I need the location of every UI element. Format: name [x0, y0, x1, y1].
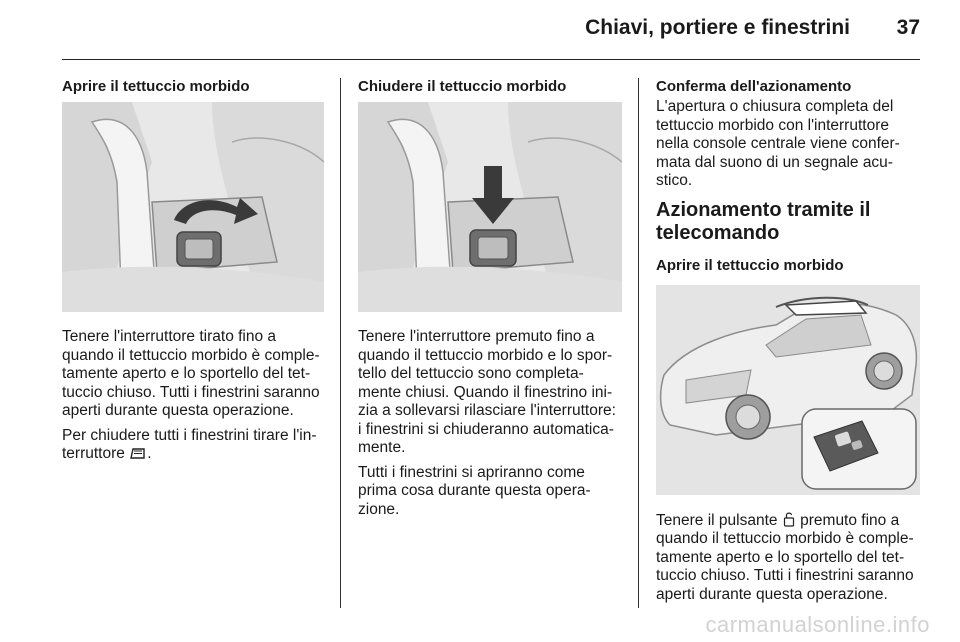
subheading-close-soft-top: Chiudere il tettuccio morbido — [358, 78, 567, 95]
console-switch-pull-illustration — [62, 102, 324, 312]
paragraph-close-windows-text: Per chiudere tutti i finestrini tirare l'in- terruttore — [62, 426, 317, 462]
header-divider — [62, 59, 920, 60]
section-heading-remote-control: Azionamento tramite il telecomando — [656, 198, 871, 244]
paragraph-confirmation: L'apertura o chiusura completa del tettuccio morbido con l'interruttore nella console centrale viene confer- mata dal suono di un segnale acu- stico. — [656, 98, 900, 189]
column-3 — [656, 78, 920, 610]
subheading-remote-open: Aprire il tettuccio morbido — [656, 256, 844, 274]
unlock-padlock-icon — [783, 511, 795, 527]
watermark-url: carmanualsonline.info — [705, 612, 930, 637]
page-number: 37 — [896, 16, 920, 39]
paragraph-close-windows-end: . — [147, 445, 152, 462]
column-divider-2 — [638, 78, 639, 608]
page-header-title: Chiavi, portiere e finestrini — [585, 16, 850, 39]
paragraph-open-instructions: Tenere l'interruttore tirato fino a quando il tettuccio morbido è comple- tamente aperto e lo sportello del tet- tuccio chiuso. Tutti i finestrini saranno aperti durante questa operazione. — [62, 328, 320, 419]
console-switch-push-illustration — [358, 102, 622, 312]
paragraph-remote-open-text-end: premuto fino a quando il tettuccio morbido è comple- tamente aperto e lo sportello del tet- tuccio chiuso. Tutti i finestrini saranno aperti durante questa operazione. — [656, 511, 914, 603]
paragraph-windows-open-first: Tutti i finestrini si apriranno come prima cosa durante questa opera- zione. — [358, 463, 591, 518]
car-and-remote-key-illustration — [656, 285, 920, 495]
paragraph-remote-open-text: Tenere il pulsante — [656, 511, 778, 529]
column-1 — [62, 78, 324, 470]
column-2 — [358, 78, 622, 525]
paragraph-close-instructions: Tenere l'interruttore premuto fino a quando il tettuccio morbido e lo spor- tello del tettuccio sono completa- mente chiusi. Quando il finestrino ini- zia a sollevarsi rilasciare l'interruttore: i finestrini si chiuderanno automatica- mente. — [358, 328, 616, 456]
column-divider-1 — [340, 78, 341, 608]
subheading-confirmation: Conferma dell'azionamento — [656, 78, 852, 95]
paragraph-close-windows — [62, 427, 324, 464]
paragraph-remote-open-instructions — [656, 511, 920, 605]
window-switch-icon — [130, 446, 146, 460]
subheading-open-soft-top: Aprire il tettuccio morbido — [62, 78, 250, 95]
